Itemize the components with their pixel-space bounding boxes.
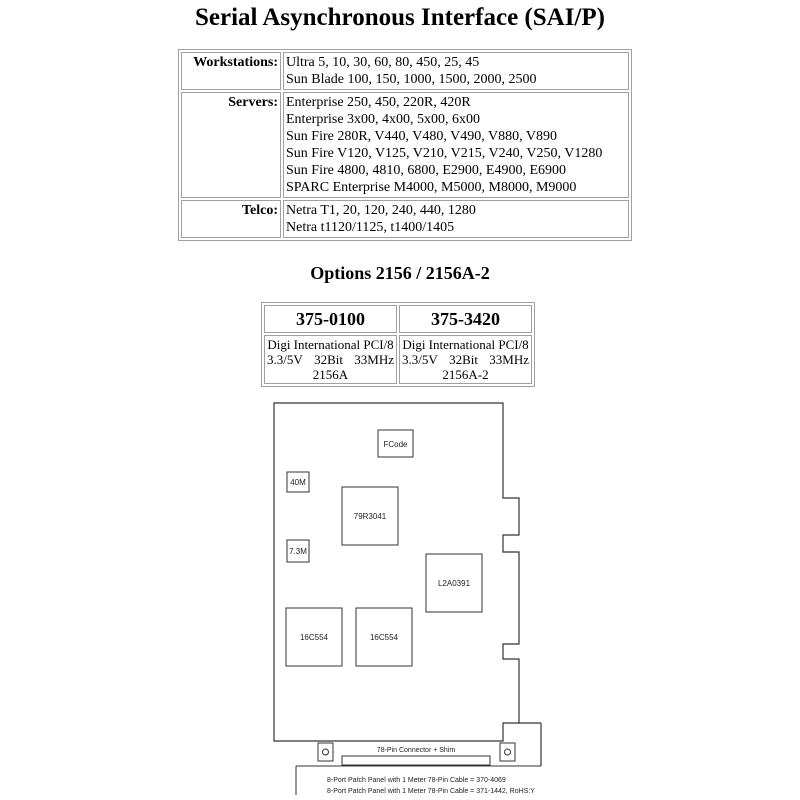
chip-label: L2A0391 [437, 579, 471, 588]
row-header-workstations: Workstations: [181, 52, 281, 90]
option-voltage: 3.3/5V [402, 352, 438, 367]
value-line: SPARC Enterprise M4000, M5000, M8000, M9000 [286, 180, 577, 195]
page-title: Serial Asynchronous Interface (SAI/P) [195, 4, 605, 31]
option-model: 2156A [312, 367, 349, 382]
part-number-375-3420: 375-3420 [399, 305, 532, 333]
value-line: Enterprise 3x00, 4x00, 5x00, 6x00 [286, 112, 481, 127]
option-model: 2156A-2 [442, 367, 489, 382]
row-header-telco: Telco: [181, 200, 281, 238]
chip-label: 16C554 [299, 633, 329, 642]
option-clock: 33MHz [354, 352, 394, 367]
value-line: Netra T1, 20, 120, 240, 440, 1280 [286, 203, 476, 218]
cable-note: 8-Port Patch Panel with 1 Meter 78-Pin Cable = 370-4069 [327, 777, 506, 784]
chip-label: 40M [290, 478, 306, 487]
chip-label: 7.3M [289, 547, 307, 556]
value-line: Sun Fire 4800, 4810, 6800, E2900, E4900, E6900 [286, 163, 566, 178]
value-line: Enterprise 250, 450, 220R, 420R [286, 95, 471, 110]
chip-osc-40m [287, 472, 309, 492]
chip-uart-2 [356, 608, 412, 666]
chip-uart-1 [286, 608, 342, 666]
option-clock: 33MHz [489, 352, 529, 367]
row-header-servers: Servers: [181, 92, 281, 198]
option-voltage: 3.3/5V [267, 352, 303, 367]
value-line: Netra t1120/1125, t1400/1405 [286, 220, 455, 235]
chip-cpu [342, 487, 398, 545]
part-number-375-0100: 375-0100 [264, 305, 397, 333]
edge-connector [318, 743, 515, 765]
option-vendor: Digi International PCI/8 [267, 337, 394, 352]
value-line: Sun Blade 100, 150, 1000, 1500, 2000, 2500 [286, 72, 537, 87]
chip-osc-7-3m [287, 540, 309, 562]
value-line: Sun Fire V120, V125, V210, V215, V240, V250, V1280 [286, 146, 603, 161]
value-line: Ultra 5, 10, 30, 60, 80, 450, 25, 45 [286, 55, 480, 70]
option-bus: 32Bit [449, 352, 478, 367]
chip-label: 79R3041 [353, 512, 387, 521]
chip-label: 16C554 [369, 633, 399, 642]
option-bus: 32Bit [314, 352, 343, 367]
option-vendor: Digi International PCI/8 [402, 337, 529, 352]
chip-asic [426, 554, 482, 612]
chip-label: FCode [383, 440, 408, 449]
options-title: Options 2156 / 2156A-2 [310, 263, 490, 283]
value-line: Sun Fire 280R, V440, V480, V490, V880, V890 [286, 129, 557, 144]
chip-fcode [378, 430, 413, 457]
cable-note: 8-Port Patch Panel with 1 Meter 78-Pin Cable = 371-1442, RoHS:Y [327, 788, 535, 795]
connector-label: 78-Pin Connector + Shim [376, 747, 456, 754]
